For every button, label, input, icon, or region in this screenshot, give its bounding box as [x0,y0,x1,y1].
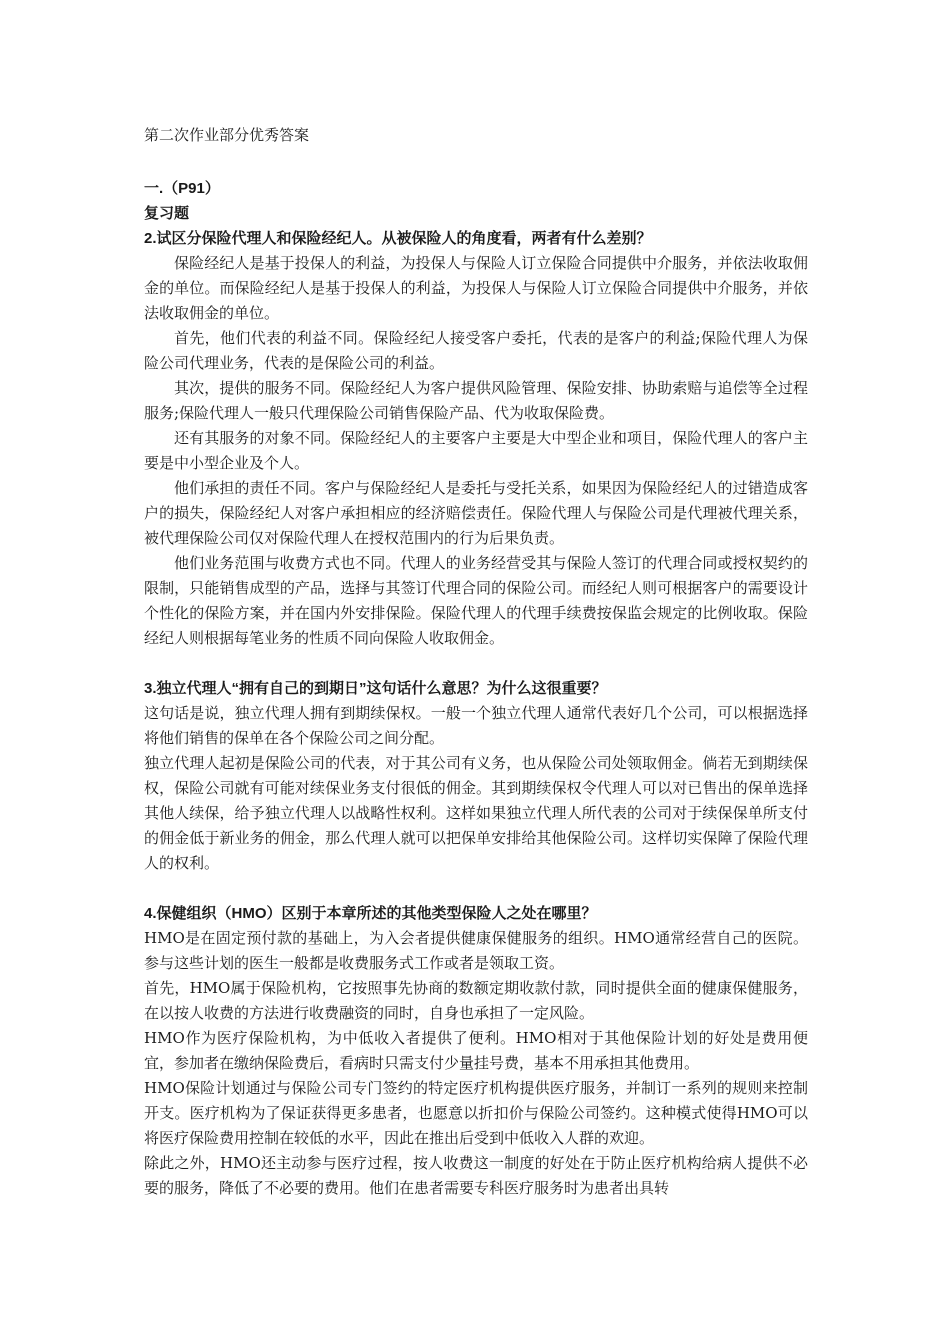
q2-paragraph-5: 他们承担的责任不同。客户与保险经纪人是委托与受托关系，如果因为保险经纪人的过错造成客户的损失，保险经纪人对客户承担相应的经济赔偿责任。保险代理人与保险公司是代理被代理关系，被代理保险公司仅对保险代理人在授权范围内的行为后果负责。 [144,479,808,547]
question-2-heading: 2.试区分保险代理人和保险经纪人。从被保险人的角度看，两者有什么差别？ [144,230,652,247]
subsection-heading: 复习题 [144,205,190,222]
document-title: 第二次作业部分优秀答案 [144,126,310,144]
q2-paragraph-1: 保险经纪人是基于投保人的利益，为投保人与保险人订立保险合同提供中介服务，并依法收取佣金的单位。而保险经纪人是基于投保人的利益，为投保人与保险人订立保险合同提供中介服务，并依法收取佣金的单位。 [144,254,808,322]
q4-paragraph-5: 除此之外，HMO还主动参与医疗过程，按人收费这一制度的好处在于防止医疗机构给病人提供不必要的服务，降低了不必要的费用。他们在患者需要专科医疗服务时为患者出具转 [144,1154,808,1197]
q2-paragraph-2: 首先，他们代表的利益不同。保险经纪人接受客户委托，代表的是客户的利益;保险代理人为保险公司代理业务，代表的是保险公司的利益。 [144,329,808,372]
q2-paragraph-6: 他们业务范围与收费方式也不同。代理人的业务经营受其与保险人签订的代理合同或授权契约的限制，只能销售成型的产品，选择与其签订代理合同的保险公司。而经纪人则可根据客户的需要设计个性化的保险方案，并在国内外安排保险。保险代理人的代理手续费按保监会规定的比例收取。保险经纪人则根据每笔业务的性质不同向保险人收取佣金。 [144,554,808,647]
q4-paragraph-3: HMO作为医疗保险机构，为中低收入者提供了便利。HMO相对于其他保险计划的好处是费用便宜，参加者在缴纳保险费后，看病时只需支付少量挂号费，基本不用承担其他费用。 [144,1029,808,1072]
question-3-heading: 3.独立代理人“拥有自己的到期日”这句话什么意思？为什么这很重要？ [144,680,607,697]
q4-paragraph-4: HMO保险计划通过与保险公司专门签约的特定医疗机构提供医疗服务，并制订一系列的规则来控制开支。医疗机构为了保证获得更多患者，也愿意以折扣价与保险公司签约。这种模式使得HMO可以将医疗保险费用控制在较低的水平，因此在推出后受到中低收入人群的欢迎。 [144,1079,808,1147]
q3-paragraph-1: 这句话是说，独立代理人拥有到期续保权。一般一个独立代理人通常代表好几个公司，可以根据选择将他们销售的保单在各个保险公司之间分配。 [144,704,808,747]
spacer [144,651,808,676]
section-heading: 一.（P91） [144,180,220,197]
spacer [144,148,808,176]
question-4-heading: 4.保健组织（HMO）区别于本章所述的其他类型保险人之处在哪里？ [144,905,597,922]
q3-paragraph-2: 独立代理人起初是保险公司的代表，对于其公司有义务，也从保险公司处领取佣金。倘若无到期续保权，保险公司就有可能对续保业务支付很低的佣金。其到期续保权令代理人可以对已售出的保单选择其他人续保，给予独立代理人以战略性权利。这样如果独立代理人所代表的公司对于续保保单所支付的佣金低于新业务的佣金，那么代理人就可以把保单安排给其他保险公司。这样切实保障了保险代理人的权利。 [144,754,808,872]
q4-paragraph-2: 首先，HMO属于保险机构，它按照事先协商的数额定期收款付款，同时提供全面的健康保健服务，在以按人收费的方法进行收费融资的同时，自身也承担了一定风险。 [144,979,808,1022]
q4-paragraph-1: HMO是在固定预付款的基础上，为入会者提供健康保健服务的组织。HMO通常经营自己的医院。参与这些计划的医生一般都是收费服务式工作或者是领取工资。 [144,929,808,972]
q2-paragraph-4: 还有其服务的对象不同。保险经纪人的主要客户主要是大中型企业和项目，保险代理人的客户主要是中小型企业及个人。 [144,429,808,472]
q2-paragraph-3: 其次，提供的服务不同。保险经纪人为客户提供风险管理、保险安排、协助索赔与追偿等全过程服务;保险代理人一般只代理保险公司销售保险产品、代为收取保险费。 [144,379,808,422]
document-body [144,122,808,1201]
spacer [144,876,808,901]
